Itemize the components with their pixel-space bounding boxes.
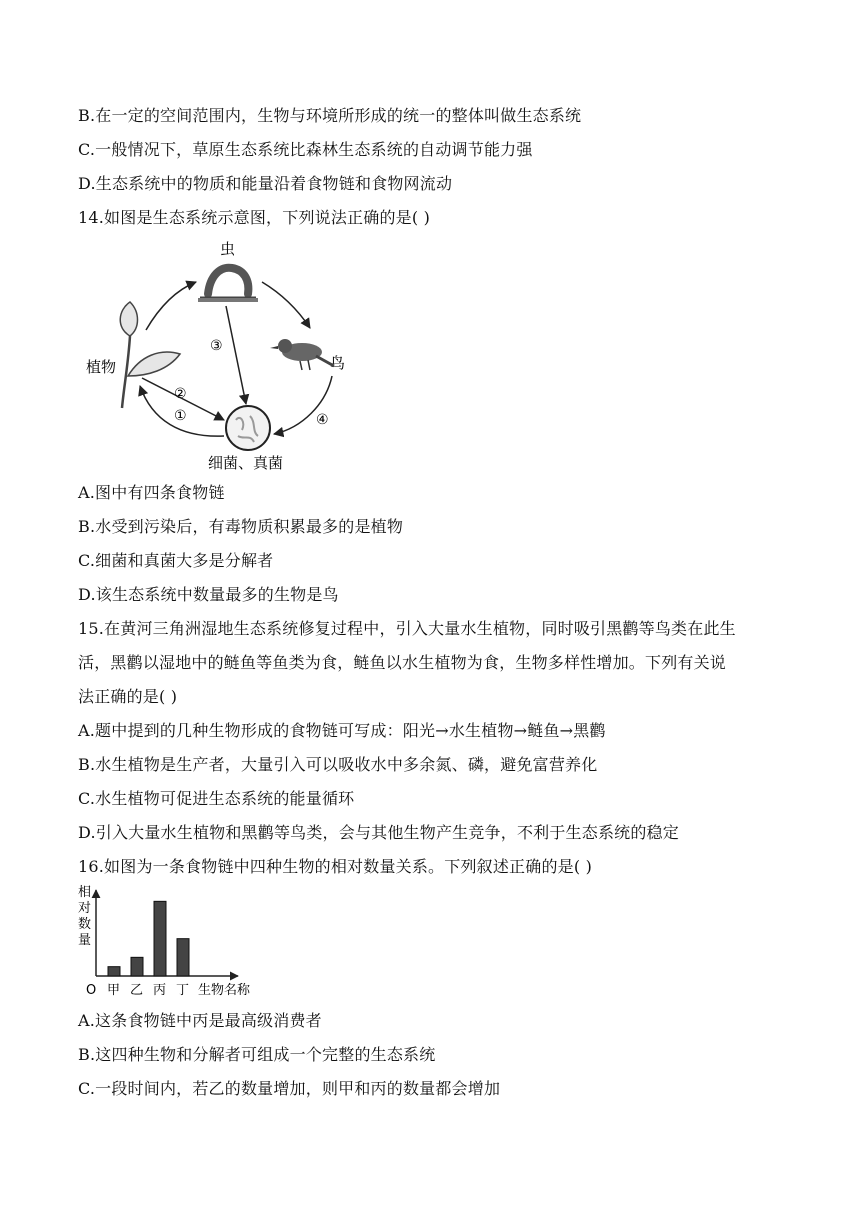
q15-option-d: D.引入大量水生植物和黑鹳等鸟类，会与其他生物产生竞争，不利于生态系统的稳定 [78, 823, 679, 842]
plant-to-insect-arrow [146, 282, 196, 330]
bar-丙 [154, 901, 166, 976]
q16-option-b: B.这四种生物和分解者可组成一个完整的生态系统 [78, 1045, 436, 1064]
insect-to-bird-arrow [262, 282, 310, 328]
y-label-char: 相 [78, 885, 92, 900]
x-tick-label: 乙 [130, 983, 144, 998]
q15-stem-line1: 15.在黄河三角洲湿地生态系统修复过程中，引入大量水生植物，同时吸引黑鹳等鸟类在此生 [78, 619, 736, 638]
bird-label: 鸟 [330, 354, 346, 372]
q15-stem-line2: 活，黑鹳以湿地中的鲢鱼等鱼类为食，鲢鱼以水生植物为食，生物多样性增加。下列有关说 [78, 653, 727, 672]
y-label-char: 量 [78, 933, 92, 948]
y-label-char: 对 [78, 901, 92, 916]
insect-to-decomposer-arrow [226, 306, 246, 404]
bar-丁 [177, 939, 189, 976]
insect-label: 虫 [220, 240, 236, 258]
arrow-label-1: ① [174, 408, 187, 424]
q14-option-a: A.图中有四条食物链 [78, 483, 225, 502]
arrow-label-2: ② [174, 386, 187, 402]
caterpillar-icon [198, 268, 258, 302]
bird-icon [270, 339, 334, 370]
q13-option-c: C.一般情况下，草原生态系统比森林生态系统的自动调节能力强 [78, 140, 533, 159]
x-tick-label: 丁 [176, 983, 190, 998]
y-axis-label [78, 884, 91, 948]
q16-option-c: C.一段时间内，若乙的数量增加，则甲和丙的数量都会增加 [78, 1079, 501, 1098]
q15-option-c: C.水生植物可促进生态系统的能量循环 [78, 789, 355, 808]
x-tick-label: 丙 [153, 983, 167, 998]
relative-quantity-chart [78, 882, 268, 1000]
q14-option-d: D.该生态系统中数量最多的生物是鸟 [78, 585, 339, 604]
q15-option-b: B.水生植物是生产者，大量引入可以吸收水中多余氮、磷，避免富营养化 [78, 755, 598, 774]
q13-option-b: B.在一定的空间范围内，生物与环境所形成的统一的整体叫做生态系统 [78, 106, 582, 125]
bar-甲 [108, 967, 120, 976]
bacteria-fungi-icon [226, 406, 270, 450]
q14-stem: 14.如图是生态系统示意图，下列说法正确的是( ) [78, 208, 431, 227]
x-tick-label: 甲 [107, 983, 121, 998]
q15-option-a: A.题中提到的几种生物形成的食物链可写成：阳光→水生植物→鲢鱼→黑鹳 [78, 721, 606, 740]
q16-option-a: A.这条食物链中丙是最高级消费者 [78, 1011, 322, 1030]
q14-option-b: B.水受到污染后，有毒物质积累最多的是植物 [78, 517, 404, 536]
q15-stem-line3: 法正确的是( ) [78, 687, 178, 706]
arrow-label-3: ③ [210, 338, 223, 354]
x-axis-label: 生物名称 [198, 983, 251, 998]
arrow-label-4: ④ [316, 412, 329, 428]
q16-stem: 16.如图为一条食物链中四种生物的相对数量关系。下列叙述正确的是( ) [78, 857, 593, 876]
q13-option-d: D.生态系统中的物质和能量沿着食物链和食物网流动 [78, 174, 453, 193]
plant-label: 植物 [86, 358, 117, 376]
ecosystem-diagram [80, 236, 380, 476]
decomposer-label: 细菌、真菌 [208, 454, 284, 472]
bar-乙 [131, 957, 143, 976]
y-label-char: 数 [78, 917, 92, 932]
origin-label: O [86, 983, 97, 998]
q14-option-c: C.细菌和真菌大多是分解者 [78, 551, 274, 570]
